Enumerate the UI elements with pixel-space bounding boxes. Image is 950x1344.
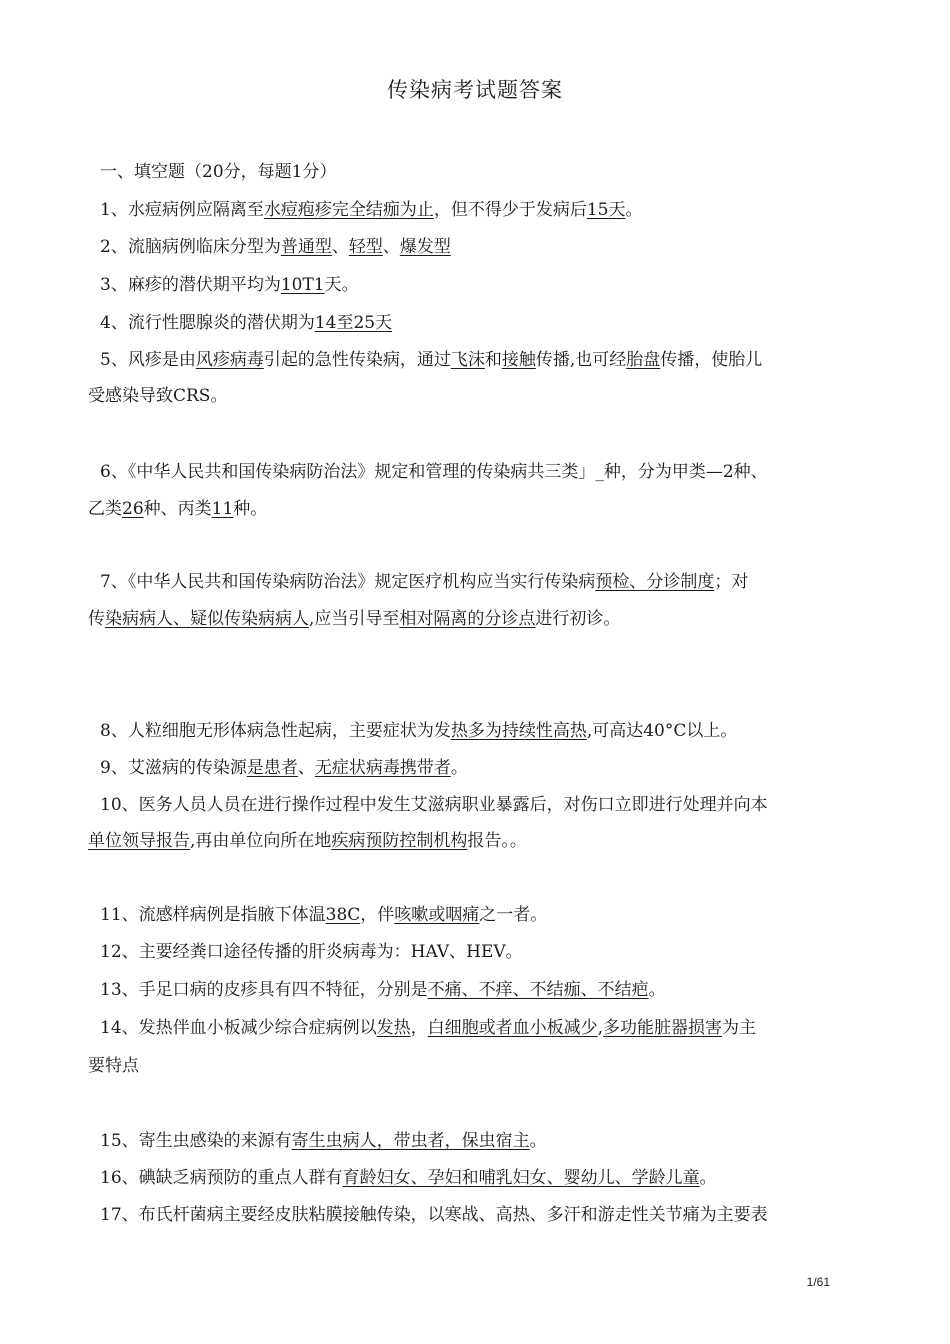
question-7-cont: 传染病病人、疑似传染病病人,应当引导至相对隔离的分诊点进行初诊。 <box>88 609 621 629</box>
answer-blank: 无症状病毒携带者 <box>314 758 451 778</box>
answer-blank: 接触 <box>501 350 536 370</box>
answer-blank: 染病病人、疑似传染病病人 <box>105 609 309 629</box>
question-7: 7、《中华人民共和国传染病防治法》规定医疗机构应当实行传染病预检、分诊制度；对 <box>100 572 749 592</box>
answer-blank: 26 <box>122 499 144 519</box>
question-6-cont: 乙类26种、丙类11种。 <box>88 499 268 519</box>
answer-blank: 普通型 <box>280 237 332 257</box>
answer-blank: 飞沫 <box>450 350 485 370</box>
answer-blank: 胎盘 <box>626 350 661 370</box>
answer-blank: 14至25天 <box>314 313 393 333</box>
answer-blank: 10T1 <box>280 275 325 295</box>
answer-blank: 咳嗽或咽痛 <box>394 905 480 925</box>
question-14: 14、发热伴血小板减少综合症病例以发热，白细胞或者血小板减少,多功能脏器损害为主 <box>100 1018 757 1038</box>
answer-blank: 预检、分诊制度 <box>595 572 715 592</box>
question-10-cont: 单位领导报告,再由单位向所在地疾病预防控制机构报告。。 <box>88 831 527 851</box>
question-6: 6、《中华人民共和国传染病防治法》规定和管理的传染病共三类」_种，分为甲类—2种、 <box>100 462 768 482</box>
answer-blank: 是患者 <box>246 758 298 778</box>
answer-blank: 风疹病毒 <box>195 350 264 370</box>
question-10: 10、医务人员人员在进行操作过程中发生艾滋病职业暴露后，对伤口立即进行处理并向本 <box>100 795 768 815</box>
question-5-cont: 受感染导致CRS。 <box>88 386 228 406</box>
answer-blank: 15天 <box>586 200 626 220</box>
answer-blank: 相对隔离的分诊点 <box>399 609 536 629</box>
question-17: 17、布氏杆菌病主要经皮肤粘膜接触传染，以寒战、高热、多汗和游走性关节痛为主要表 <box>100 1205 768 1225</box>
answer-blank: 疾病预防控制机构 <box>331 831 468 851</box>
question-13: 13、手足口病的皮疹具有四不特征，分别是不痛、不痒、不结痂、不结疤。 <box>100 980 666 1000</box>
question-8: 8、人粒细胞无形体病急性起病，主要症状为发热多为持续性高热,可高达40°C以上。 <box>100 721 738 741</box>
answer-blank: 38C <box>325 905 361 925</box>
question-16: 16、碘缺乏病预防的重点人群有育龄妇女、孕妇和哺乳妇女、婴幼儿、学龄儿童。 <box>100 1168 717 1188</box>
answer-blank: 育龄妇女、孕妇和哺乳妇女、婴幼儿、学龄儿童 <box>342 1168 700 1188</box>
question-3: 3、麻疹的潜伏期平均为10T1天。 <box>100 275 359 295</box>
section-heading: 一、填空题（20分，每题1分） <box>100 162 337 182</box>
page-number: 1/61 <box>806 1275 830 1289</box>
question-14-cont: 要特点 <box>88 1056 139 1076</box>
question-5: 5、风疹是由风疹病毒引起的急性传染病，通过飞沫和接触传播,也可经胎盘传播，使胎儿 <box>100 350 763 370</box>
answer-blank: 多功能脏器损害 <box>603 1018 723 1038</box>
answer-blank: 白细胞或者血小板减少 <box>427 1018 598 1038</box>
answer-blank: 轻型 <box>348 237 383 257</box>
page-title: 传染病考试题答案 <box>387 78 563 102</box>
answer-blank: 寄生虫病人，带虫者，保虫宿主 <box>291 1131 530 1151</box>
answer-blank: 11 <box>211 499 234 519</box>
answer-blank: 热多为持续性高热 <box>450 721 587 741</box>
question-2: 2、流脑病例临床分型为普通型、轻型、爆发型 <box>100 237 451 257</box>
question-11: 11、流感样病例是指腋下体温38C，伴咳嗽或咽痛之一者。 <box>100 905 548 925</box>
question-15: 15、寄生虫感染的来源有寄生虫病人，带虫者，保虫宿主。 <box>100 1131 547 1151</box>
answer-blank: 水痘疱疹完全结痂为止 <box>263 200 434 220</box>
question-12: 12、主要经粪口途径传播的肝炎病毒为：HAV、HEV。 <box>100 942 523 962</box>
question-1: 1、水痘病例应隔离至水痘疱疹完全结痂为止，但不得少于发病后15天。 <box>100 200 643 220</box>
answer-blank: 单位领导报告 <box>88 831 190 851</box>
question-4: 4、流行性腮腺炎的潜伏期为14至25天 <box>100 313 393 333</box>
answer-blank: 爆发型 <box>399 237 451 257</box>
answer-blank: 不痛、不痒、不结痂、不结疤 <box>427 980 649 1000</box>
answer-blank: 发热 <box>376 1018 411 1038</box>
question-9: 9、艾滋病的传染源是患者、无症状病毒携带者。 <box>100 758 468 778</box>
